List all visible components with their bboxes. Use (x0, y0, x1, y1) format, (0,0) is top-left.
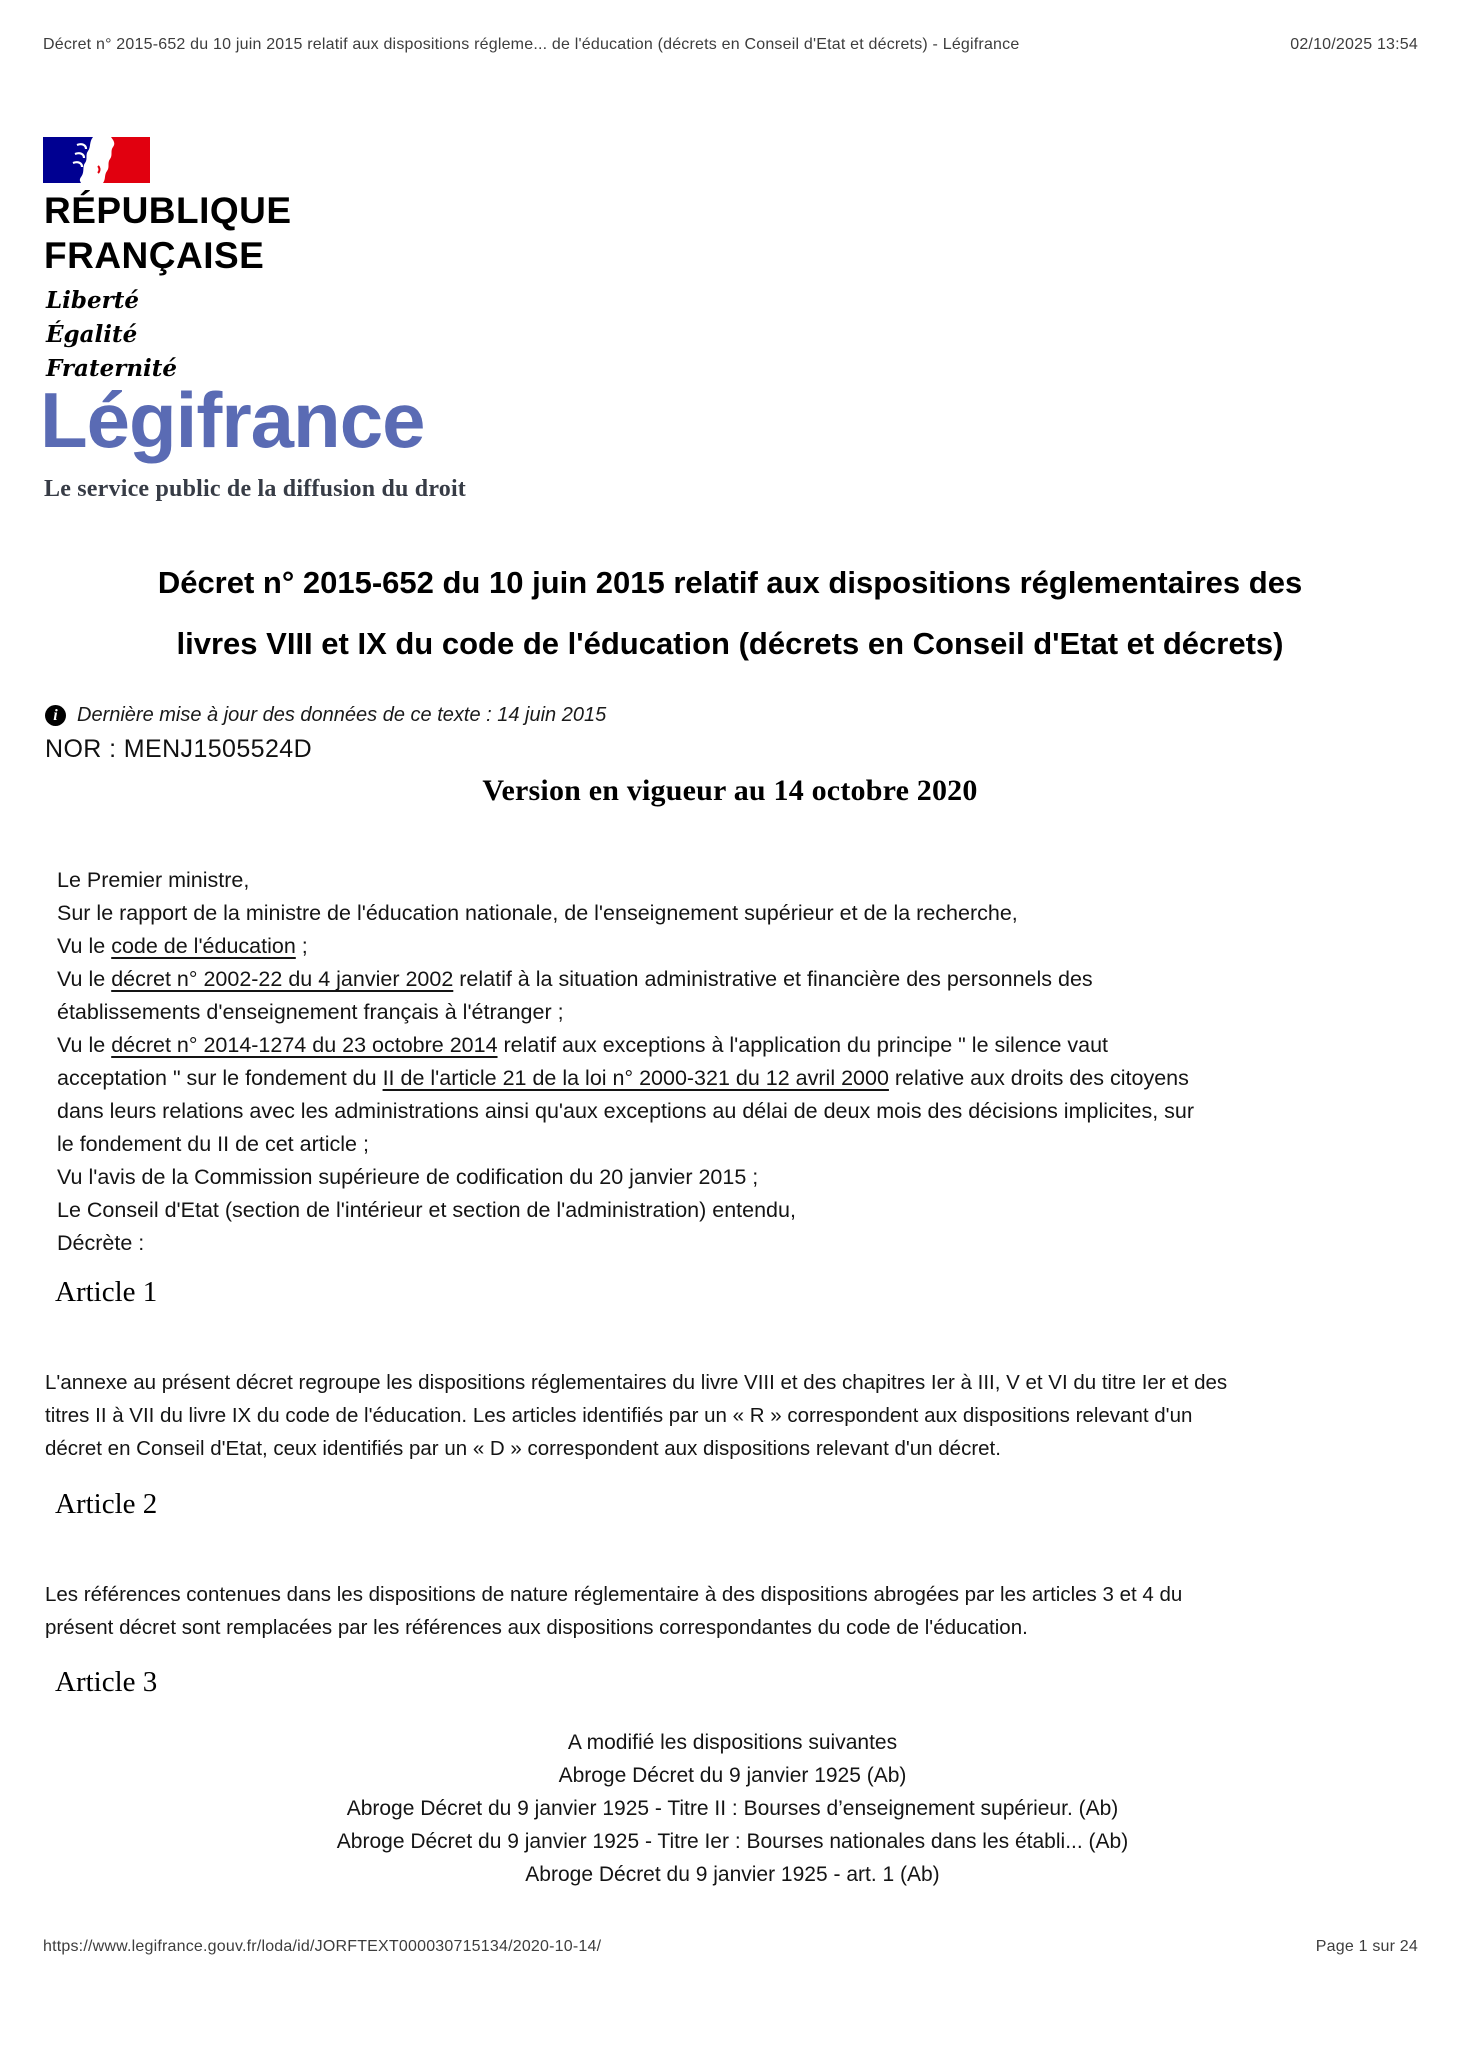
liberte-egalite-fraternite-motto (46, 284, 177, 386)
legal-reference-link[interactable]: décret n° 2002-22 du 4 janvier 2002 (111, 967, 454, 991)
text-segment: acceptation " sur le fondement du (57, 1066, 383, 1090)
text-line: Fraternité (46, 355, 178, 382)
print-footer-page-number: Page 1 sur 24 (1315, 1938, 1418, 1955)
text-segment: Vu l'avis de la Commission supérieure de codification du 20 janvier 2015 ; (57, 1165, 759, 1189)
text-segment: relatif aux exceptions à l'application du principe " le silence vaut (497, 1033, 1109, 1057)
text-line: Les références contenues dans les dispositions de nature réglementaire à des dispositions abrogées par les articles 3 et 4 du (45, 1583, 1183, 1606)
text-line: Égalité (46, 321, 138, 348)
text-line: Liberté (46, 287, 139, 314)
marianne-flag-icon (43, 137, 150, 183)
text-line: présent décret sont remplacées par les références aux dispositions correspondantes du code de l'éducation. (45, 1616, 1028, 1639)
version-heading: Version en vigueur au 14 octobre 2020 (482, 774, 978, 807)
text-segment: Le Premier ministre, (57, 868, 250, 892)
article-2-heading: Article 2 (55, 1488, 158, 1520)
text-segment: relatif à la situation administrative et financière des personnels des (453, 967, 1093, 991)
text-segment: relative aux droits des citoyens (888, 1066, 1189, 1090)
republique-francaise-wordmark (44, 188, 292, 278)
text-segment: dans leurs relations avec les administrations ainsi qu'aux exceptions au délai de deux mois des décisions implicites, sur (57, 1099, 1195, 1123)
text-segment: Décrète : (57, 1231, 145, 1255)
text-line: L'annexe au présent décret regroupe les dispositions réglementaires du livre VIII et des chapitres Ier à III, V et VI du titre Ier et des (45, 1371, 1228, 1394)
last-update-note: Dernière mise à jour des données de ce texte : 14 juin 2015 (77, 704, 607, 726)
text-line: Abroge Décret du 9 janvier 1925 - Titre II : Bourses d’enseignement supérieur. (Ab) (346, 1797, 1119, 1820)
nor-number: NOR : MENJ1505524D (45, 735, 313, 763)
text-line: Abroge Décret du 9 janvier 1925 - Titre Ier : Bourses nationales dans les établi... (Ab) (336, 1830, 1129, 1853)
text-line (57, 1095, 1194, 1128)
print-header (43, 36, 1418, 54)
print-header-title: Décret n° 2015-652 du 10 juin 2015 relatif aux dispositions régleme... de l'éducation (décrets en Conseil d'Etat et décrets) - Légifrance (43, 36, 1020, 53)
article-1-heading: Article 1 (55, 1276, 158, 1308)
article-3-modifications-list (45, 1726, 1420, 1891)
legal-reference-link[interactable]: II de l'article 21 de la loi n° 2000-321 du 12 avril 2000 (382, 1066, 889, 1090)
legal-reference-link[interactable]: décret n° 2014-1274 du 23 octobre 2014 (111, 1033, 498, 1057)
text-line (57, 1227, 1194, 1260)
text-segment: Vu le (57, 967, 112, 991)
text-line (57, 1128, 1194, 1161)
text-line: titres II à VII du livre IX du code de l'éducation. Les articles identifiés par un « R » correspondent aux dispositions relevant d'un (45, 1404, 1193, 1427)
text-line: Décret n° 2015-652 du 10 juin 2015 relatif aux dispositions réglementaires des (157, 565, 1303, 600)
article-1-body (45, 1366, 1420, 1465)
text-line: décret en Conseil d'Etat, ceux identifiés par un « D » correspondent aux dispositions relevant d'un décret. (45, 1437, 1001, 1460)
print-footer (43, 1938, 1418, 1956)
text-segment: Vu le (57, 1033, 112, 1057)
text-line (57, 897, 1194, 930)
text-segment: Vu le (57, 934, 112, 958)
text-line (57, 864, 1194, 897)
info-icon: i (45, 705, 66, 726)
text-line: livres VIII et IX du code de l'éducation (décrets en Conseil d'Etat et décrets) (176, 626, 1284, 661)
text-segment: Le Conseil d'Etat (section de l'intérieur et section de l'administration) entendu, (57, 1198, 796, 1222)
text-line (57, 1029, 1194, 1062)
text-line (57, 1194, 1194, 1227)
legifrance-tagline: Le service public de la diffusion du droit (44, 476, 467, 502)
article-2-body (45, 1578, 1420, 1644)
document-title (0, 552, 1460, 674)
last-update-row (45, 704, 606, 727)
french-flag-logo (43, 137, 150, 183)
text-line (57, 963, 1194, 996)
text-segment: ; (295, 934, 308, 958)
text-segment: Sur le rapport de la ministre de l'éducation nationale, de l'enseignement supérieur et de la recherche, (57, 901, 1018, 925)
republique-line: RÉPUBLIQUE (44, 190, 292, 231)
francaise-line: FRANÇAISE (44, 235, 265, 276)
print-header-datetime: 02/10/2025 13:54 (1290, 36, 1418, 53)
text-segment: établissements d'enseignement français à l'étranger ; (57, 1000, 564, 1024)
decree-preamble (57, 864, 1194, 1260)
text-line (57, 1062, 1194, 1095)
article-3-heading: Article 3 (55, 1666, 158, 1698)
text-segment: le fondement du II de cet article ; (57, 1132, 369, 1156)
print-footer-url: https://www.legifrance.gouv.fr/loda/id/JORFTEXT000030715134/2020-10-14/ (43, 1938, 602, 1955)
text-line (57, 1161, 1194, 1194)
legal-reference-link[interactable]: code de l'éducation (111, 934, 296, 958)
legifrance-logo: Légifrance (40, 376, 425, 464)
text-line (57, 930, 1194, 963)
text-line: Abroge Décret du 9 janvier 1925 (Ab) (558, 1764, 907, 1787)
text-line: Abroge Décret du 9 janvier 1925 - art. 1 (Ab) (525, 1863, 940, 1886)
text-line: A modifié les dispositions suivantes (567, 1731, 898, 1754)
text-line (57, 996, 1194, 1029)
